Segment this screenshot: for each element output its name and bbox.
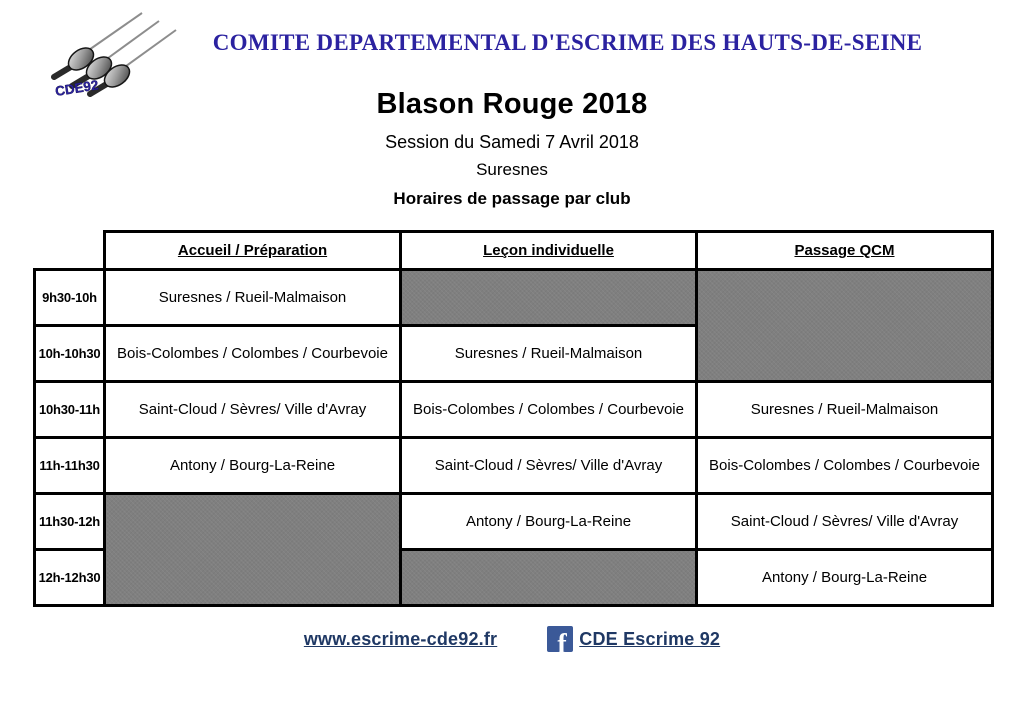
title-block [0, 88, 1024, 209]
blocked-cell [401, 270, 697, 326]
blocked-cell [105, 494, 401, 606]
schedule-cell: Bois-Colombes / Colombes / Courbevoie [697, 438, 993, 494]
column-header-qcm: Passage QCM [697, 232, 993, 270]
time-label: 12h-12h30 [35, 550, 105, 606]
schedule-cell: Antony / Bourg-La-Reine [697, 550, 993, 606]
header-row [35, 232, 993, 270]
svg-text:f: f [557, 629, 567, 652]
blocked-cell [401, 550, 697, 606]
schedule-cell: Saint-Cloud / Sèvres/ Ville d'Avray [401, 438, 697, 494]
session-location: Suresnes [476, 160, 548, 179]
schedule-cell: Bois-Colombes / Colombes / Courbevoie [105, 326, 401, 382]
footer [0, 626, 1024, 652]
time-label: 9h30-10h [35, 270, 105, 326]
facebook-link[interactable] [547, 626, 720, 652]
schedule-subtitle: Horaires de passage par club [393, 189, 631, 208]
session-date: Session du Samedi 7 Avril 2018 [385, 132, 639, 152]
website-link[interactable]: www.escrime-cde92.fr [303, 628, 498, 649]
time-label: 10h30-11h [35, 382, 105, 438]
time-label: 11h30-12h [35, 494, 105, 550]
table-row [35, 438, 993, 494]
column-header-accueil: Accueil / Préparation [105, 232, 401, 270]
schedule-table [33, 230, 994, 607]
time-label: 11h-11h30 [35, 438, 105, 494]
corner-empty-cell [35, 232, 105, 270]
logo-text: CDE92 [54, 77, 100, 99]
page-title: Blason Rouge 2018 [376, 88, 648, 120]
blocked-cell [697, 270, 993, 382]
column-header-lecon: Leçon individuelle [401, 232, 697, 270]
table-row [35, 382, 993, 438]
time-label: 10h-10h30 [35, 326, 105, 382]
schedule-cell: Suresnes / Rueil-Malmaison [401, 326, 697, 382]
facebook-icon[interactable] [547, 626, 573, 652]
organization-title: COMITE DEPARTEMENTAL D'ESCRIME DES HAUTS-DE-SEINE [212, 30, 923, 55]
table-row [35, 494, 993, 550]
schedule-cell: Saint-Cloud / Sèvres/ Ville d'Avray [697, 494, 993, 550]
facebook-page-name[interactable]: CDE Escrime 92 [579, 628, 721, 649]
schedule-cell: Bois-Colombes / Colombes / Courbevoie [401, 382, 697, 438]
schedule-cell: Suresnes / Rueil-Malmaison [697, 382, 993, 438]
schedule-cell: Antony / Bourg-La-Reine [105, 438, 401, 494]
schedule-cell: Saint-Cloud / Sèvres/ Ville d'Avray [105, 382, 401, 438]
table-row [35, 270, 993, 326]
schedule-cell: Suresnes / Rueil-Malmaison [105, 270, 401, 326]
schedule-cell: Antony / Bourg-La-Reine [401, 494, 697, 550]
